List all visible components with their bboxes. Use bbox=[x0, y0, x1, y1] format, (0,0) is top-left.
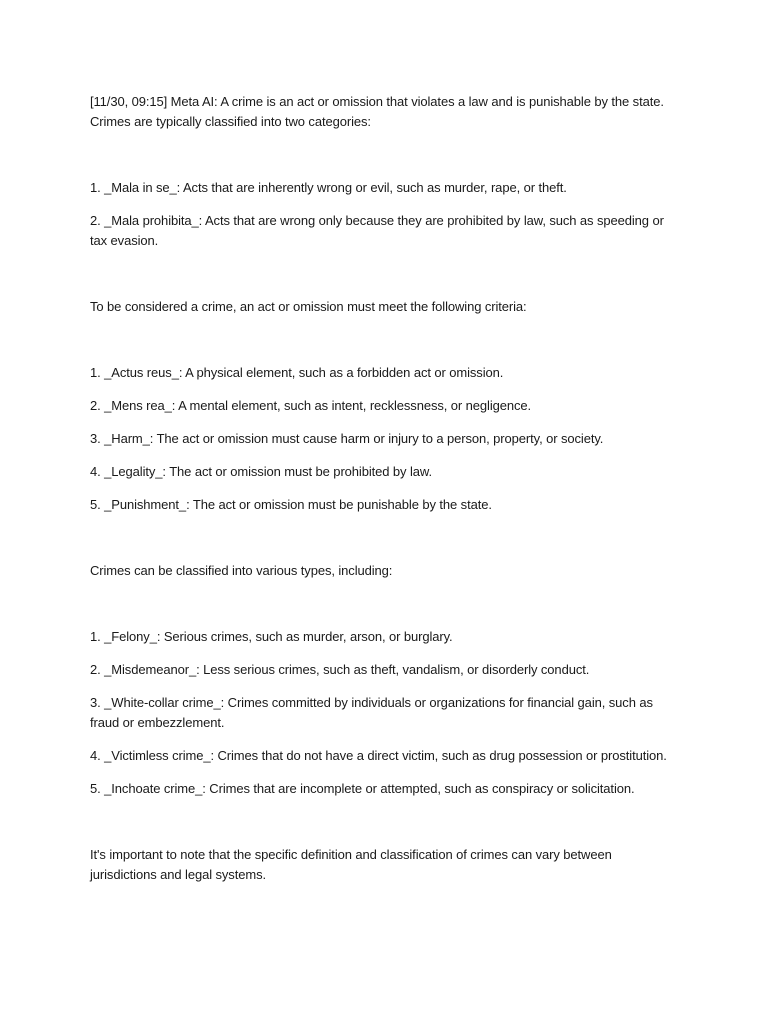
criteria-item-legality: 4. _Legality_: The act or omission must be prohibited by law. bbox=[90, 464, 432, 479]
type-item-felony: 1. _Felony_: Serious crimes, such as murder, arson, or burglary. bbox=[90, 629, 453, 644]
intro-paragraph: [11/30, 09:15] Meta AI: A crime is an act or omission that violates a law and is punishable by the state. Crimes are typically classified into two categories: bbox=[90, 94, 664, 129]
closing-paragraph: It's important to note that the specific definition and classification of crimes can vary between jurisdictions and legal systems. bbox=[90, 847, 612, 882]
category-item-mala-in-se: 1. _Mala in se_: Acts that are inherently wrong or evil, such as murder, rape, or theft. bbox=[90, 180, 567, 195]
document-page bbox=[90, 92, 680, 898]
type-item-white-collar: 3. _White-collar crime_: Crimes committed by individuals or organizations for financial gain, such as fraud or embezzlement. bbox=[90, 695, 653, 730]
type-item-victimless: 4. _Victimless crime_: Crimes that do not have a direct victim, such as drug possession or prostitution. bbox=[90, 748, 667, 763]
criteria-intro-paragraph: To be considered a crime, an act or omission must meet the following criteria: bbox=[90, 299, 527, 314]
criteria-item-punishment: 5. _Punishment_: The act or omission must be punishable by the state. bbox=[90, 497, 492, 512]
category-item-mala-prohibita: 2. _Mala prohibita_: Acts that are wrong only because they are prohibited by law, such as speeding or tax evasion. bbox=[90, 213, 664, 248]
criteria-item-actus-reus: 1. _Actus reus_: A physical element, such as a forbidden act or omission. bbox=[90, 365, 504, 380]
criteria-item-harm: 3. _Harm_: The act or omission must cause harm or injury to a person, property, or society. bbox=[90, 431, 604, 446]
type-item-misdemeanor: 2. _Misdemeanor_: Less serious crimes, such as theft, vandalism, or disorderly conduct. bbox=[90, 662, 590, 677]
types-intro-paragraph: Crimes can be classified into various types, including: bbox=[90, 563, 393, 578]
type-item-inchoate: 5. _Inchoate crime_: Crimes that are incomplete or attempted, such as conspiracy or solicitation. bbox=[90, 781, 635, 796]
criteria-item-mens-rea: 2. _Mens rea_: A mental element, such as intent, recklessness, or negligence. bbox=[90, 398, 532, 413]
